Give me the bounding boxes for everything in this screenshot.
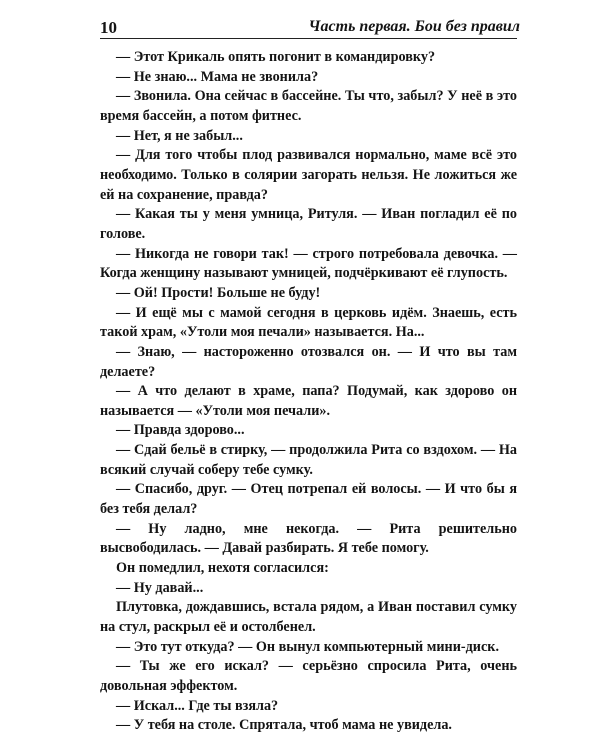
paragraph: — Ну давай... xyxy=(116,579,204,596)
running-title: Часть первая. Бои без правил xyxy=(308,18,520,35)
paragraph: Он помедлил, нехотя согласился: xyxy=(116,560,329,577)
paragraph: — У тебя на столе. Спрятала, чтоб мама не увидела. xyxy=(116,717,452,734)
paragraph: — Ну ладно, мне некогда. — Рита решительно высвободилась. — Давай разбирать. Я тебе помогу. xyxy=(100,520,517,557)
paragraph: — Искал... Где ты взяла? xyxy=(116,697,279,714)
paragraph: — И ещё мы с мамой сегодня в церковь идём. Знаешь, есть такой храм, «Утоли моя печали» называется. На... xyxy=(100,304,517,341)
header-rule xyxy=(100,38,517,39)
paragraph: — Не знаю... Мама не звонила? xyxy=(116,68,319,85)
paragraph: — Этот Крикаль опять погонит в командировку? xyxy=(116,49,436,65)
paragraph: — Знаю, — настороженно отозвался он. — И что вы там делаете? xyxy=(100,343,517,380)
paragraph: — А что делают в храме, папа? Подумай, как здорово он называется — «Утоли моя печали». xyxy=(100,383,517,419)
paragraph: — Правда здорово... xyxy=(116,422,245,439)
paragraph: Плутовка, дождавшись, встала рядом, а Иван поставил сумку на стул, раскрыл её и остолбенел. xyxy=(100,599,517,636)
page-number: 10 xyxy=(100,18,117,37)
page-header xyxy=(100,16,520,40)
paragraph: — Для того чтобы плод развивался нормально, маме всё это необходимо. Только в солярии загорать нельзя. Не ложиться же ей на сохранение, правда? xyxy=(100,147,517,203)
paragraph: — Ой! Прости! Больше не буду! xyxy=(116,284,321,301)
paragraph: — Нет, я не забыл... xyxy=(116,127,243,144)
paragraph: — Ты же его искал? — серьёзно спросила Рита, очень довольная эффектом. xyxy=(100,658,517,694)
paragraph: — Сдай бельё в стирку, — продолжила Рита со вздохом. — На всякий случай соберу тебе сумку. xyxy=(100,442,517,478)
paragraph: — Звонила. Она сейчас в бассейне. Ты что, забыл? У неё в это время бассейн, а потом фитнес. xyxy=(100,88,517,124)
paragraph: — Спасибо, друг. — Отец потрепал ей волосы. — И что бы я без тебя делал? xyxy=(100,481,517,518)
paragraph: — Это тут откуда? — Он вынул компьютерный мини-диск. xyxy=(116,638,499,655)
paragraph: — Никогда не говори так! — строго потребовала девочка. — Когда женщину называют умницей, подчёркивают её глупость. xyxy=(100,245,517,282)
paragraph: — Какая ты у меня умница, Ритуля. — Иван погладил её по голове. xyxy=(100,206,517,242)
body-text xyxy=(100,48,517,736)
